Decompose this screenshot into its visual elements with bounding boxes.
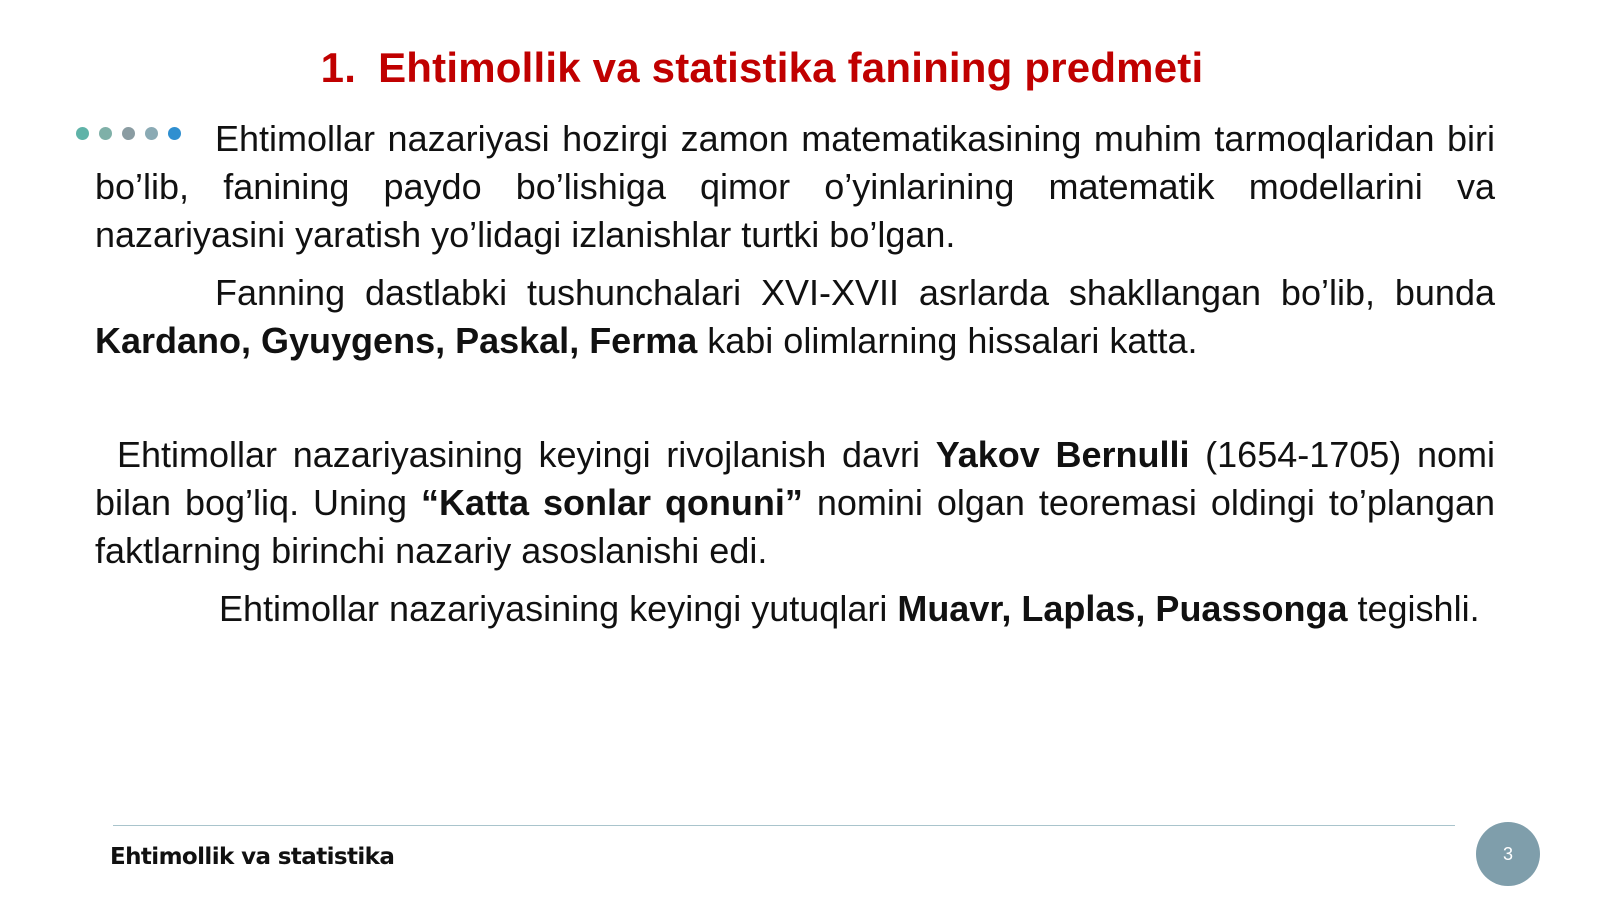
footer-course-title: Ehtimollik va statistika <box>110 844 395 870</box>
paragraph-1: Ehtimollar nazariyasi hozirgi zamon matematikasining muhim tarmoqlaridan biri bo’lib, fanining paydo bo’lishiga qimor o’yinlarining matematik modellarini va nazariyasini yaratish yo’lidagi izlanishlar turtki bo’lgan. <box>95 118 1495 255</box>
page-number-badge: 3 <box>1476 822 1540 886</box>
paragraph-2 <box>95 269 1495 365</box>
paragraph-3-text: Ehtimollar nazariyasining keyingi rivojlanish davri <box>117 434 936 475</box>
law-name: “Katta sonlar qonuni” <box>421 482 803 523</box>
scientists-names-1: Kardano, Gyuygens, Paskal, Ferma <box>95 320 698 361</box>
paragraph-2-text: Fanning dastlabki tushunchalari XVI-XVII asrlarda shakllangan bo’lib, bunda <box>215 272 1495 313</box>
paragraph-3-text-end: nomini olgan teoremasi oldingi to’plangan faktlarning birinchi nazariy asoslanishi edi. <box>95 482 1496 571</box>
paragraph-4 <box>95 585 1495 633</box>
title-number: 1. <box>320 44 357 91</box>
slide-body <box>95 115 1495 633</box>
paragraph-3-text-mid: (1654-1705) nomi bilan bog’liq. Uning <box>95 434 1495 523</box>
title-text: Ehtimollik va statistika fanining predmeti <box>378 44 1204 91</box>
paragraph-4-text-end: tegishli. <box>1347 588 1480 629</box>
scientists-names-2: Muavr, Laplas, Puassonga <box>897 588 1348 629</box>
slide-title <box>0 40 1600 96</box>
paragraph-4-text: Ehtimollar nazariyasining keyingi yutuqlari <box>219 588 898 629</box>
paragraph-3 <box>95 431 1495 575</box>
title-row <box>321 40 1204 96</box>
footer-divider <box>113 825 1455 826</box>
bernoulli-name: Yakov Bernulli <box>935 434 1190 475</box>
paragraph-2-text-end: kabi olimlarning hissalari katta. <box>697 320 1198 361</box>
bullet-dot-icon <box>76 127 89 140</box>
